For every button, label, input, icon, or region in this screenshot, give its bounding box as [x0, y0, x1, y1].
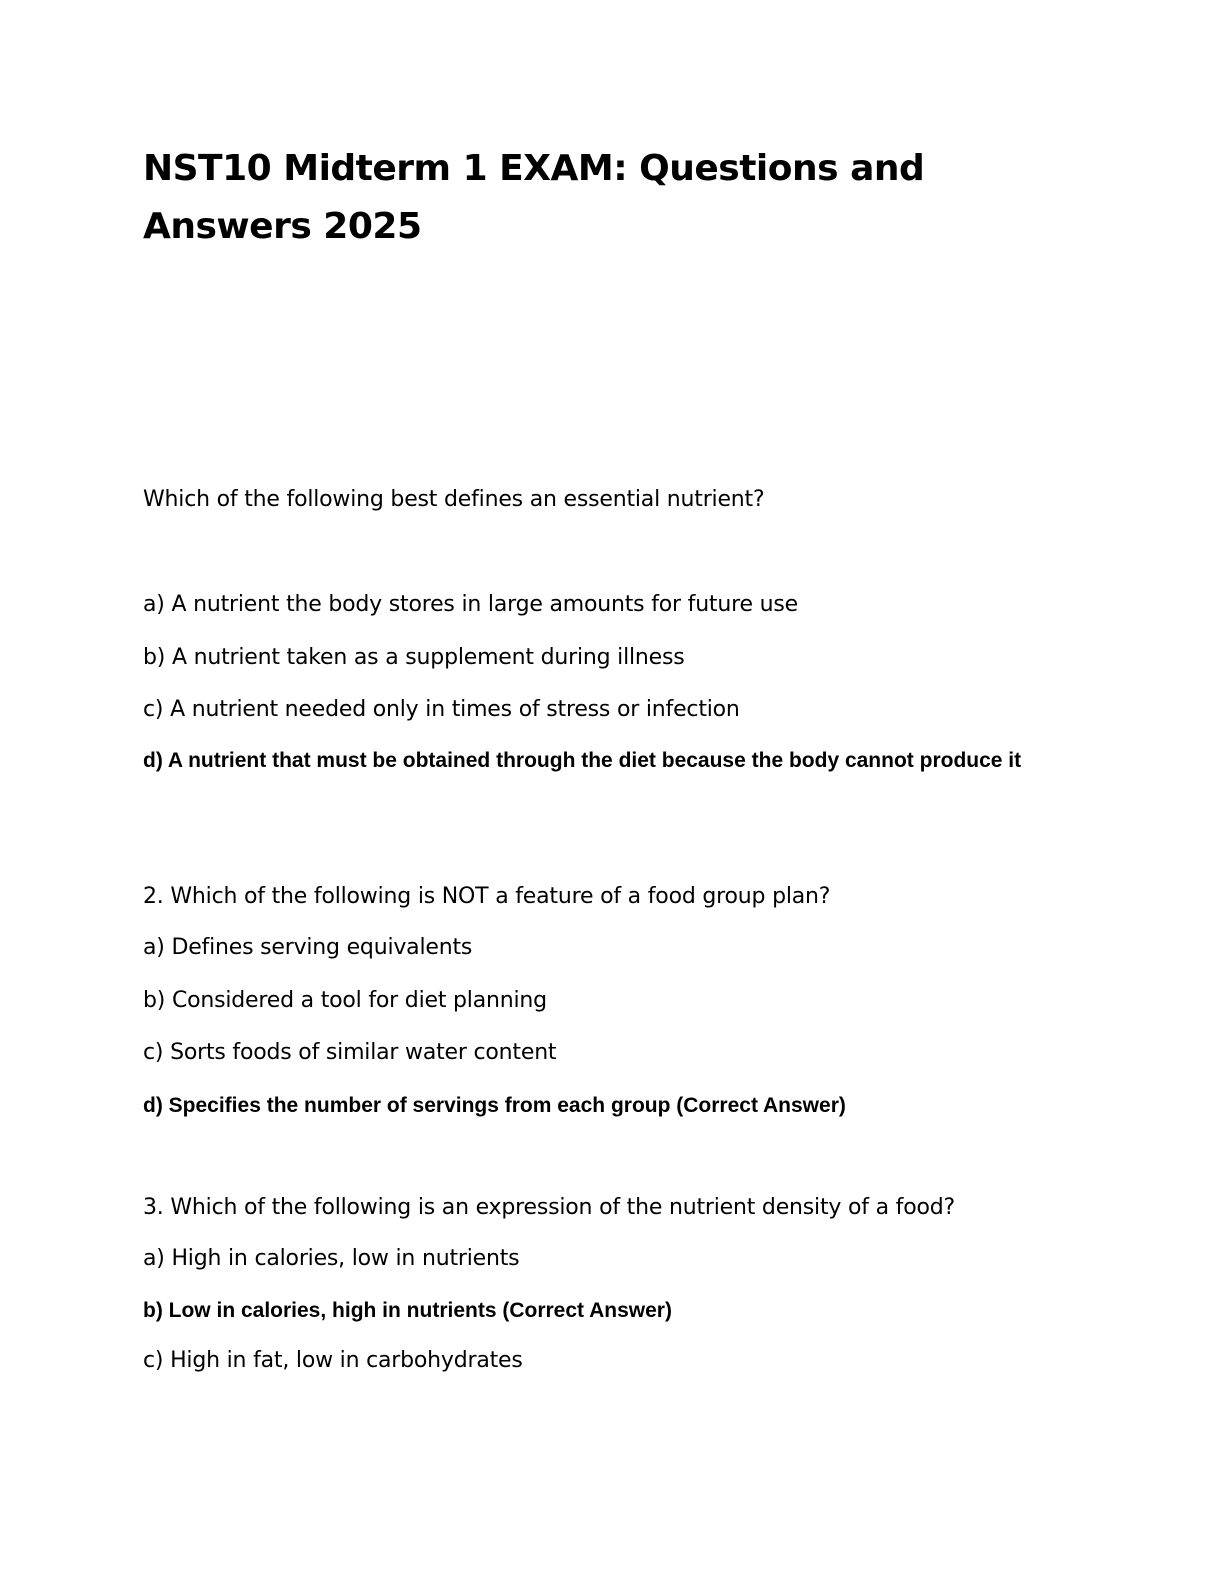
question-2-option-b: b) Considered a tool for diet planning: [143, 988, 547, 1013]
page-title: NST10 Midterm 1 EXAM: Questions and Answers 2025: [143, 148, 925, 247]
question-2-option-a: a) Defines serving equivalents: [143, 935, 473, 960]
question-3-option-b-correct: b) Low in calories, high in nutrients (Correct Answer): [143, 1299, 672, 1322]
question-2-prompt: 2. Which of the following is NOT a feature of a food group plan?: [143, 884, 831, 909]
question-1-option-c: c) A nutrient needed only in times of stress or infection: [143, 697, 740, 722]
question-2-option-d-correct: d) Specifies the number of servings from each group (Correct Answer): [143, 1094, 846, 1117]
question-3-option-c: c) High in fat, low in carbohydrates: [143, 1348, 523, 1373]
question-2-option-c: c) Sorts foods of similar water content: [143, 1040, 557, 1065]
question-3-option-a: a) High in calories, low in nutrients: [143, 1246, 520, 1271]
question-1-option-b: b) A nutrient taken as a supplement during illness: [143, 645, 685, 670]
question-1-prompt: Which of the following best defines an essential nutrient?: [143, 487, 765, 512]
question-3-prompt: 3. Which of the following is an expression of the nutrient density of a food?: [143, 1195, 955, 1220]
question-1-option-a: a) A nutrient the body stores in large amounts for future use: [143, 592, 798, 617]
question-1-option-d-correct: d) A nutrient that must be obtained through the diet because the body cannot produce it: [143, 749, 1022, 772]
